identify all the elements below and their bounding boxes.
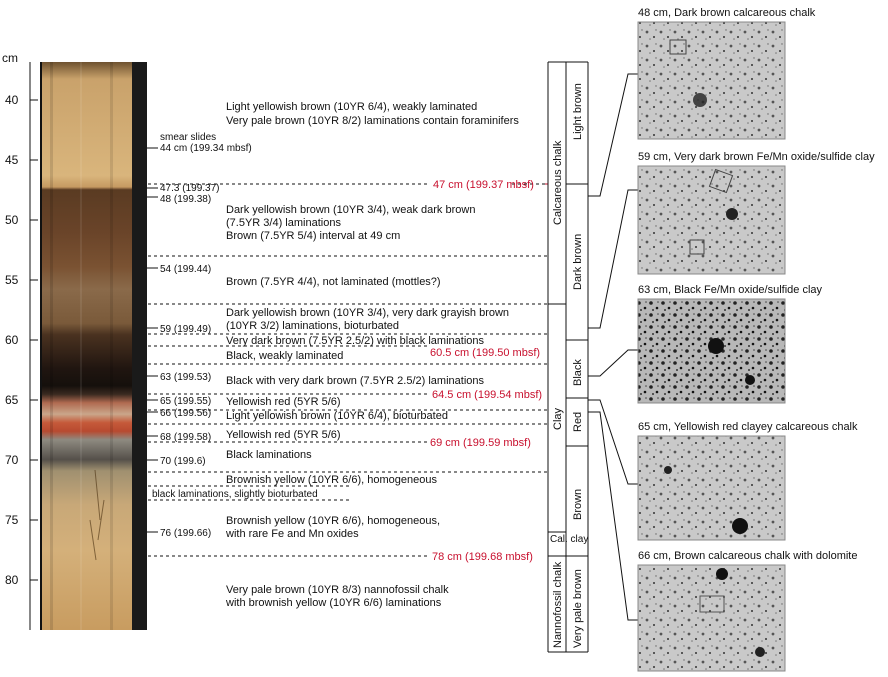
description-text: with brownish yellow (10YR 6/6) laminations (226, 597, 442, 609)
description-text: Very dark brown (7.5YR 2.5/2) with black laminations (226, 335, 485, 347)
description-text: Light yellowish brown (10YR 6/4), weakly laminated (226, 101, 478, 113)
description-text: Brownish yellow (10YR 6/6), homogeneous (226, 474, 437, 486)
photo-48cm (638, 7, 816, 139)
photo-panels (638, 7, 875, 671)
description-text: (7.5YR 3/4) laminations (226, 217, 341, 229)
description-text: black laminations, slightly bioturbated (152, 489, 318, 500)
axis-tick-label: 70 (5, 453, 19, 467)
color-unit-labels (572, 83, 584, 648)
depth-label: 59 (199.49) (160, 324, 212, 335)
description-text: Very pale brown (10YR 8/2) laminations contain foraminifers (226, 115, 519, 127)
lithology-label: Cal. clay (550, 534, 589, 545)
description-text: Brownish yellow (10YR 6/6), homogeneous, (226, 515, 441, 527)
axis-tick (5, 153, 38, 167)
depth-label: 48 (199.38) (160, 194, 212, 205)
photo-63cm (638, 284, 823, 403)
description-text: Yellowish red (5YR 5/6) (226, 429, 341, 441)
boundary-label: 78 cm (199.68 mbsf) (432, 551, 533, 563)
axis-tick (5, 273, 38, 287)
color-unit-column (566, 62, 588, 652)
axis-tick-label: 65 (5, 393, 19, 407)
depth-label: 66 (199.56) (160, 408, 212, 419)
description-text: Black laminations (226, 449, 312, 461)
description-text: Black with very dark brown (7.5YR 2.5/2) laminations (226, 375, 484, 387)
description-text: Very pale brown (10YR 8/3) nannofossil chalk (226, 584, 449, 596)
depth-label: 68 (199.58) (160, 432, 212, 443)
lithology-label: Clay (552, 407, 564, 430)
axis-tick (5, 573, 38, 587)
description-text: Dark yellowish brown (10YR 3/4), weak dark brown (226, 204, 476, 216)
axis-tick-label: 55 (5, 273, 19, 287)
color-unit-label: Very pale brown (572, 569, 584, 648)
axis-tick (5, 333, 38, 347)
axis-tick (5, 93, 38, 107)
lithology-label: Nannofossil chalk (552, 561, 564, 648)
boundary-label: 60.5 cm (199.50 mbsf) (430, 347, 541, 359)
description-text: Black, weakly laminated (226, 350, 344, 362)
axis-tick-label: 60 (5, 333, 19, 347)
depth-label: 47.3 (199.37) (160, 183, 220, 194)
photo-66cm (638, 550, 857, 671)
photo-connectors (588, 74, 638, 620)
smear-slides-label: smear slides (160, 132, 217, 143)
photo-caption: 59 cm, Very dark brown Fe/Mn oxide/sulfide clay (638, 151, 875, 163)
description-text: with rare Fe and Mn oxides (226, 528, 359, 540)
depth-label: 70 (199.6) (160, 456, 206, 467)
axis-tick (5, 453, 38, 467)
color-unit-label: Light brown (572, 83, 584, 140)
boundary-label: 47 cm (199.37 mbsf) (433, 179, 534, 191)
description-text: Brown (7.5YR 4/4), not laminated (mottles?) (226, 276, 441, 288)
photo-caption: 63 cm, Black Fe/Mn oxide/sulfide clay (638, 284, 823, 296)
axis-ticks (5, 93, 38, 587)
depth-label: 63 (199.53) (160, 372, 212, 383)
depth-label: 54 (199.44) (160, 264, 212, 275)
color-unit-label: Black (572, 359, 584, 386)
color-unit-label: Brown (572, 488, 584, 520)
color-unit-label: Dark brown (572, 233, 584, 290)
boundary-labels (430, 179, 548, 563)
axis-tick-label: 40 (5, 93, 19, 107)
boundary-label: 64.5 cm (199.54 mbsf) (432, 389, 543, 401)
axis-tick (5, 513, 38, 527)
depth-label: 65 (199.55) (160, 396, 212, 407)
description-text: Light yellowish brown (10YR 6/4), bioturbated (226, 410, 448, 422)
description-text: Yellowish red (5YR 5/6) (226, 396, 341, 408)
axis-tick (5, 213, 38, 227)
axis-tick-label: 45 (5, 153, 19, 167)
axis-tick (5, 393, 38, 407)
lithology-label: Calcareous chalk (552, 140, 564, 225)
color-unit-label: Red (572, 411, 584, 432)
depth-label: 76 (199.66) (160, 528, 212, 539)
photo-59cm (638, 151, 875, 274)
description-text: (10YR 3/2) laminations, bioturbated (226, 320, 400, 332)
core-photo (40, 62, 147, 630)
description-text: Brown (7.5YR 5/4) interval at 49 cm (226, 230, 401, 242)
axis-tick-label: 80 (5, 573, 19, 587)
axis-unit: cm (2, 51, 18, 65)
axis-tick-label: 50 (5, 213, 19, 227)
axis-tick-label: 75 (5, 513, 19, 527)
photo-caption: 48 cm, Dark brown calcareous chalk (638, 7, 816, 19)
depth-label: 44 cm (199.34 mbsf) (160, 143, 252, 154)
photo-65cm (638, 421, 858, 540)
description-text: Dark yellowish brown (10YR 3/4), very dark grayish brown (226, 307, 510, 319)
photo-caption: 66 cm, Brown calcareous chalk with dolomite (638, 550, 858, 562)
photo-caption: 65 cm, Yellowish red clayey calcareous chalk (638, 421, 858, 433)
boundary-label: 69 cm (199.59 mbsf) (430, 437, 531, 449)
